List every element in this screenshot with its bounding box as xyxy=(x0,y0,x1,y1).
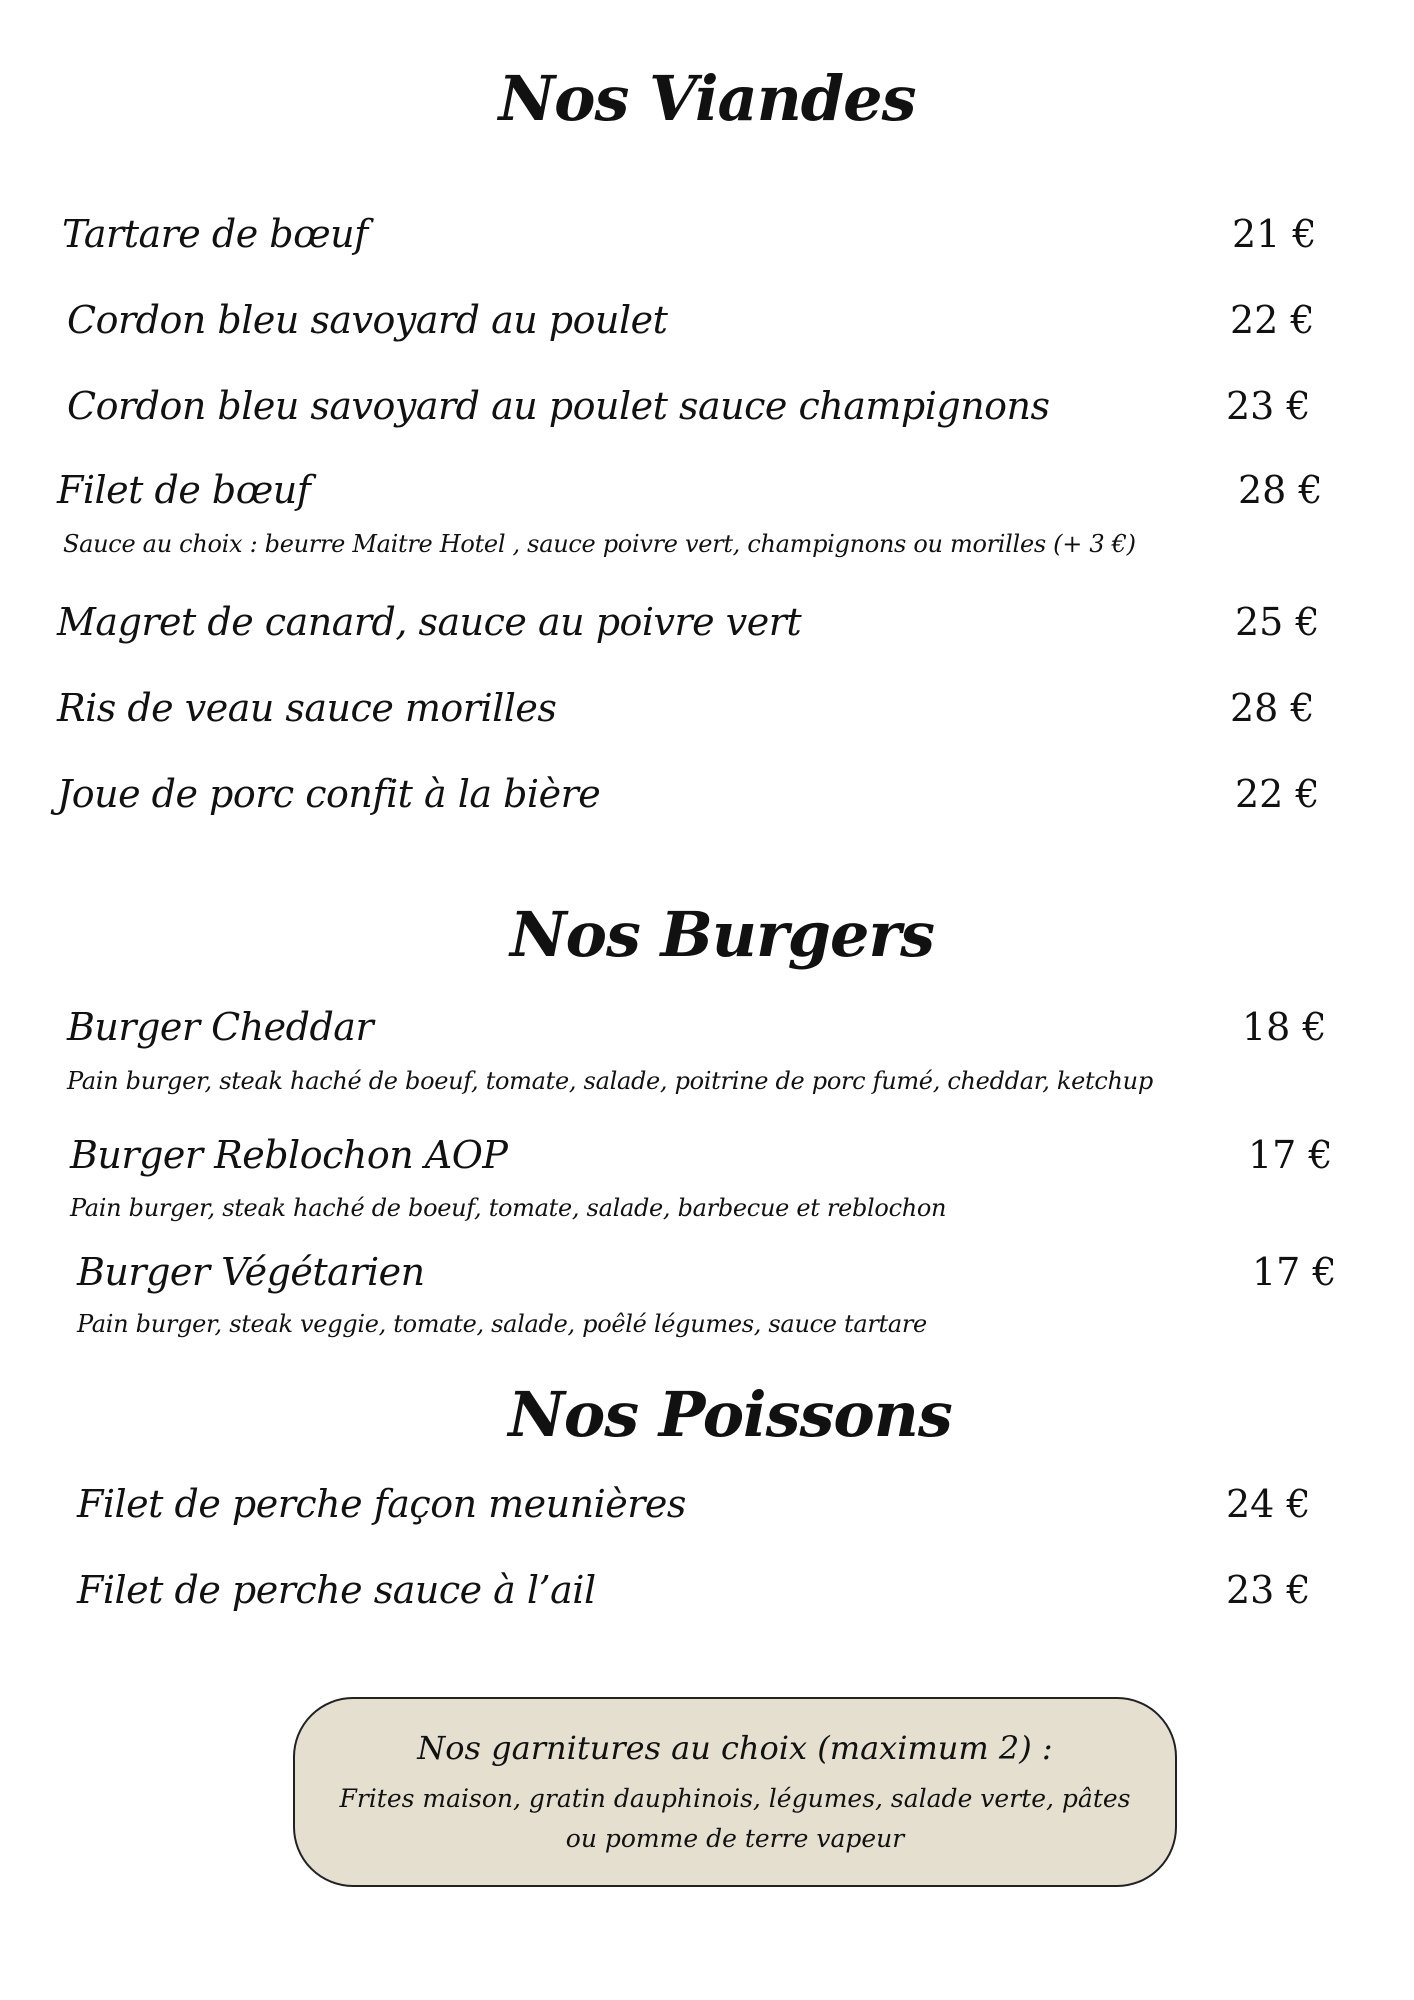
item-name-magret: Magret de canard, sauce au poivre vert xyxy=(57,600,802,644)
item-price-filet-boeuf: 28 € xyxy=(1238,468,1323,512)
garnitures-title: Nos garnitures au choix (maximum 2) : xyxy=(417,1729,1053,1767)
item-price-tartare: 21 € xyxy=(1232,212,1317,256)
item-desc-burger-reblochon: Pain burger, steak haché de boeuf, tomate, salade, barbecue et reblochon xyxy=(70,1194,947,1222)
item-price-magret: 25 € xyxy=(1235,600,1320,644)
section-title-burgers: Nos Burgers xyxy=(509,898,935,971)
item-price-perche-meuniere: 24 € xyxy=(1226,1482,1311,1526)
item-name-ris-de-veau: Ris de veau sauce morilles xyxy=(57,686,557,730)
section-title-poissons: Nos Poissons xyxy=(508,1378,952,1451)
item-price-perche-ail: 23 € xyxy=(1226,1568,1311,1612)
item-price-burger-reblochon: 17 € xyxy=(1248,1133,1333,1177)
item-name-burger-reblochon: Burger Reblochon AOP xyxy=(70,1133,508,1177)
garnitures-line-1: Frites maison, gratin dauphinois, légumes, salade verte, pâtes xyxy=(339,1784,1131,1813)
item-price-burger-cheddar: 18 € xyxy=(1242,1005,1327,1049)
item-desc-burger-cheddar: Pain burger, steak haché de boeuf, tomate, salade, poitrine de porc fumé, cheddar, ketchup xyxy=(67,1067,1153,1095)
item-name-cordon-bleu: Cordon bleu savoyard au poulet xyxy=(67,298,668,342)
item-price-joue-de-porc: 22 € xyxy=(1235,772,1320,816)
item-name-tartare: Tartare de bœuf xyxy=(62,212,368,256)
item-name-cordon-bleu-champignons: Cordon bleu savoyard au poulet sauce champignons xyxy=(67,384,1050,428)
item-name-burger-cheddar: Burger Cheddar xyxy=(67,1005,374,1049)
item-desc-filet-boeuf: Sauce au choix : beurre Maitre Hotel , sauce poivre vert, champignons ou morilles (+ 3 €) xyxy=(63,530,1136,558)
item-name-burger-vegetarien: Burger Végétarien xyxy=(77,1250,425,1294)
item-price-cordon-bleu-champignons: 23 € xyxy=(1226,384,1311,428)
item-name-filet-boeuf: Filet de bœuf xyxy=(57,468,311,512)
item-price-burger-vegetarien: 17 € xyxy=(1252,1250,1337,1294)
garnitures-line-2: ou pomme de terre vapeur xyxy=(565,1824,905,1853)
section-title-viandes: Nos Viandes xyxy=(498,62,916,135)
item-name-perche-ail: Filet de perche sauce à l’ail xyxy=(77,1568,596,1612)
garnitures-box xyxy=(293,1697,1177,1887)
item-name-perche-meuniere: Filet de perche façon meunières xyxy=(77,1482,686,1526)
item-name-joue-de-porc: Joue de porc confit à la bière xyxy=(57,772,601,816)
item-price-ris-de-veau: 28 € xyxy=(1230,686,1315,730)
item-desc-burger-vegetarien: Pain burger, steak veggie, tomate, salade, poêlé légumes, sauce tartare xyxy=(77,1310,927,1338)
item-price-cordon-bleu: 22 € xyxy=(1230,298,1315,342)
